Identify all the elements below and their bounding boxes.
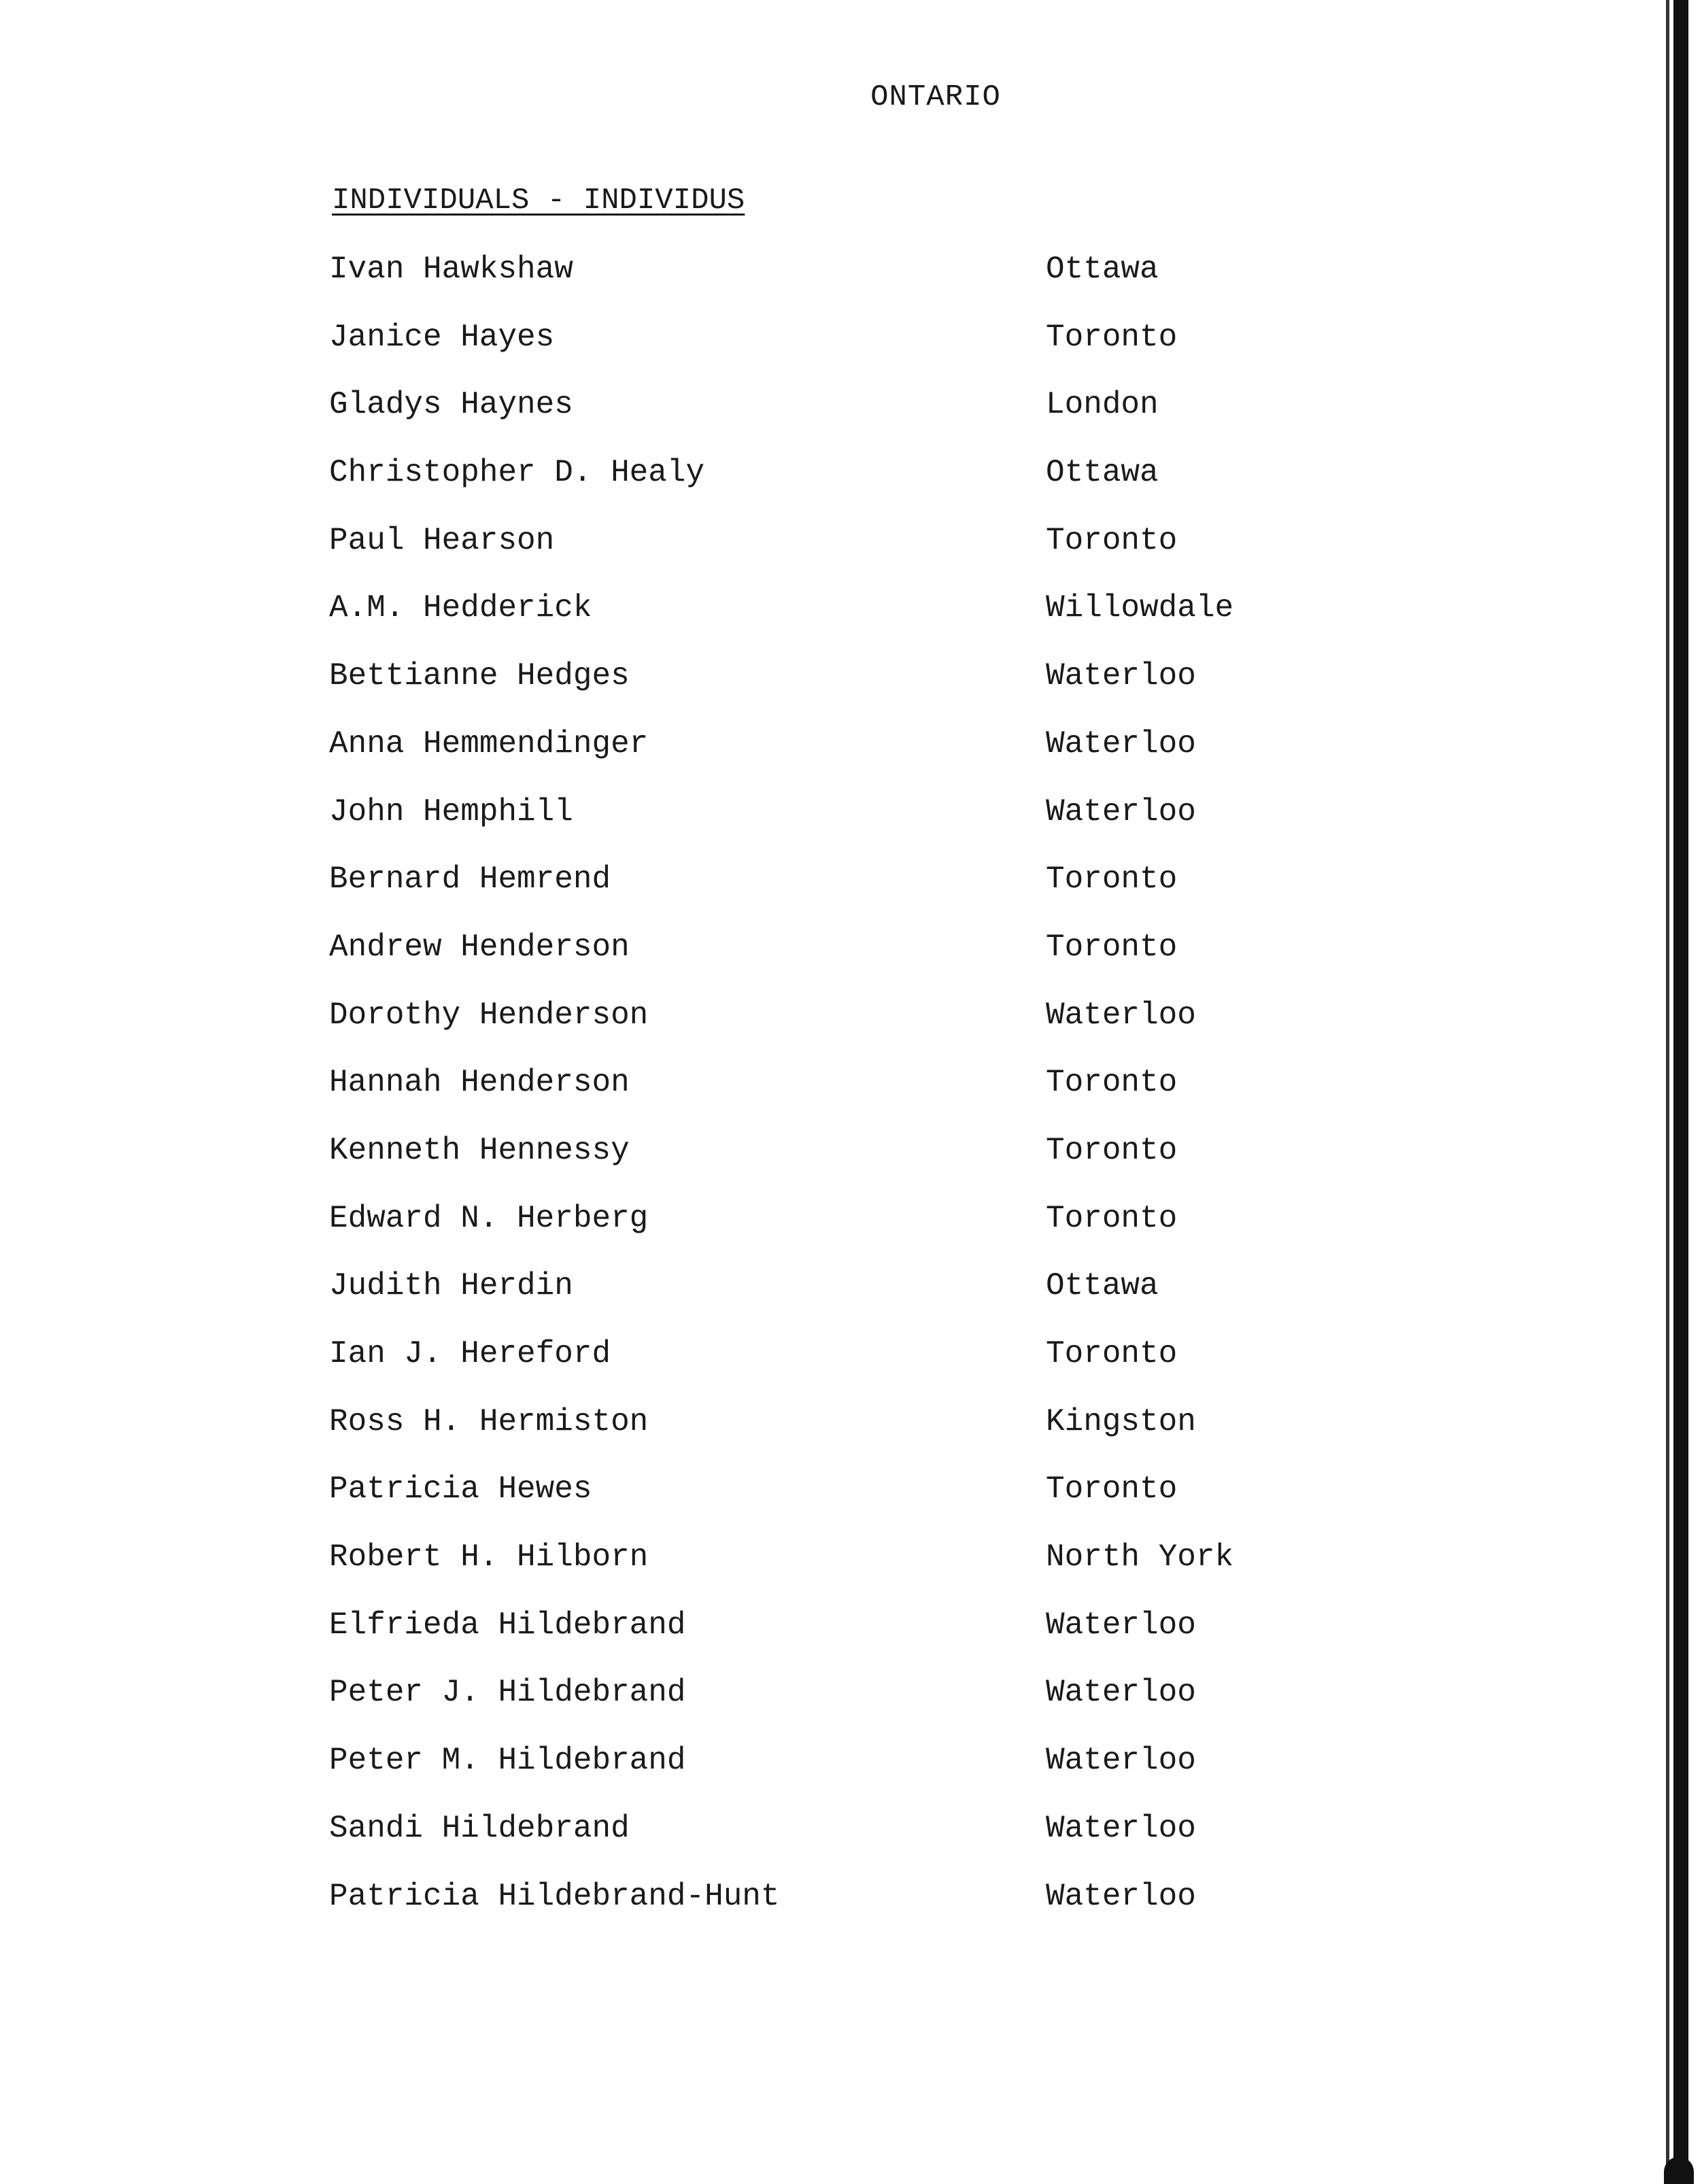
person-city: Toronto (1046, 1336, 1178, 1371)
person-city: Toronto (1046, 1200, 1178, 1236)
person-city: Waterloo (1046, 997, 1196, 1033)
person-city: Waterloo (1046, 726, 1196, 762)
person-city: Ottawa (1046, 252, 1159, 287)
person-city: Waterloo (1046, 1810, 1196, 1846)
list-item (0, 523, 1702, 591)
person-name: Ross H. Hermiston (329, 1403, 649, 1439)
person-city: Toronto (1046, 1132, 1178, 1168)
person-name: Ivan Hawkshaw (329, 252, 573, 287)
list-item (0, 1607, 1702, 1675)
list-item (0, 1133, 1702, 1201)
person-city: Toronto (1046, 319, 1178, 355)
person-name: Edward N. Herberg (329, 1200, 649, 1236)
list-item (0, 997, 1702, 1065)
person-city: Toronto (1046, 1471, 1178, 1507)
person-city: Willowdale (1046, 590, 1234, 626)
person-city: Toronto (1046, 522, 1178, 558)
person-city: Toronto (1046, 861, 1178, 898)
list-item (0, 1743, 1702, 1811)
list-item (0, 861, 1702, 929)
person-name: Sandi Hildebrand (329, 1810, 630, 1846)
individuals-list (0, 252, 1702, 1946)
person-name: Gladys Haynes (329, 387, 573, 423)
person-city: North York (1046, 1539, 1234, 1575)
person-name: Bernard Hemrend (329, 861, 611, 898)
section-heading: INDIVIDUALS - INDIVIDUS (332, 184, 745, 218)
list-item (0, 1404, 1702, 1472)
person-city: Waterloo (1046, 1607, 1196, 1643)
person-city: Waterloo (1046, 1878, 1196, 1914)
list-item (0, 794, 1702, 862)
person-name: A.M. Hedderick (329, 590, 592, 626)
list-item (0, 1471, 1702, 1539)
person-name: Anna Hemmendinger (329, 726, 649, 762)
person-name: Hannah Henderson (329, 1065, 630, 1101)
binding-edge (1673, 0, 1688, 2184)
list-item (0, 1065, 1702, 1133)
person-city: Ottawa (1046, 455, 1159, 491)
person-name: Janice Hayes (329, 319, 555, 355)
list-item (0, 455, 1702, 523)
binding-edge-inner (1666, 0, 1669, 2184)
person-city: Waterloo (1046, 794, 1196, 830)
person-name: Peter J. Hildebrand (329, 1675, 686, 1711)
list-item (0, 252, 1702, 320)
person-city: Toronto (1046, 929, 1178, 965)
person-name: Christopher D. Healy (329, 455, 705, 491)
person-name: Paul Hearson (329, 522, 555, 558)
list-item (0, 1268, 1702, 1336)
person-name: John Hemphill (329, 794, 573, 830)
person-city: Waterloo (1046, 658, 1196, 694)
person-city: London (1046, 387, 1159, 423)
list-item (0, 1336, 1702, 1404)
person-city: Kingston (1046, 1403, 1196, 1439)
list-item (0, 1201, 1702, 1269)
list-item (0, 929, 1702, 997)
list-item (0, 1539, 1702, 1607)
list-item (0, 658, 1702, 726)
list-item (0, 320, 1702, 388)
person-name: Ian J. Hereford (329, 1336, 611, 1371)
list-item (0, 1811, 1702, 1879)
person-name: Peter M. Hildebrand (329, 1743, 686, 1779)
person-name: Robert H. Hilborn (329, 1539, 649, 1575)
person-name: Dorothy Henderson (329, 997, 649, 1033)
list-item (0, 387, 1702, 455)
list-item (0, 1879, 1702, 1947)
person-city: Waterloo (1046, 1675, 1196, 1711)
list-item (0, 726, 1702, 794)
binding-foot (1664, 2157, 1694, 2184)
person-name: Elfrieda Hildebrand (329, 1607, 686, 1643)
person-city: Toronto (1046, 1065, 1178, 1101)
person-name: Bettianne Hedges (329, 658, 630, 694)
person-name: Judith Herdin (329, 1268, 573, 1304)
person-name: Patricia Hewes (329, 1471, 592, 1507)
person-city: Waterloo (1046, 1743, 1196, 1779)
list-item (0, 1675, 1702, 1743)
person-name: Andrew Henderson (329, 929, 630, 965)
list-item (0, 590, 1702, 658)
page-title: ONTARIO (870, 80, 1001, 114)
person-name: Kenneth Hennessy (329, 1132, 630, 1168)
person-name: Patricia Hildebrand-Hunt (329, 1878, 780, 1914)
person-city: Ottawa (1046, 1268, 1159, 1304)
